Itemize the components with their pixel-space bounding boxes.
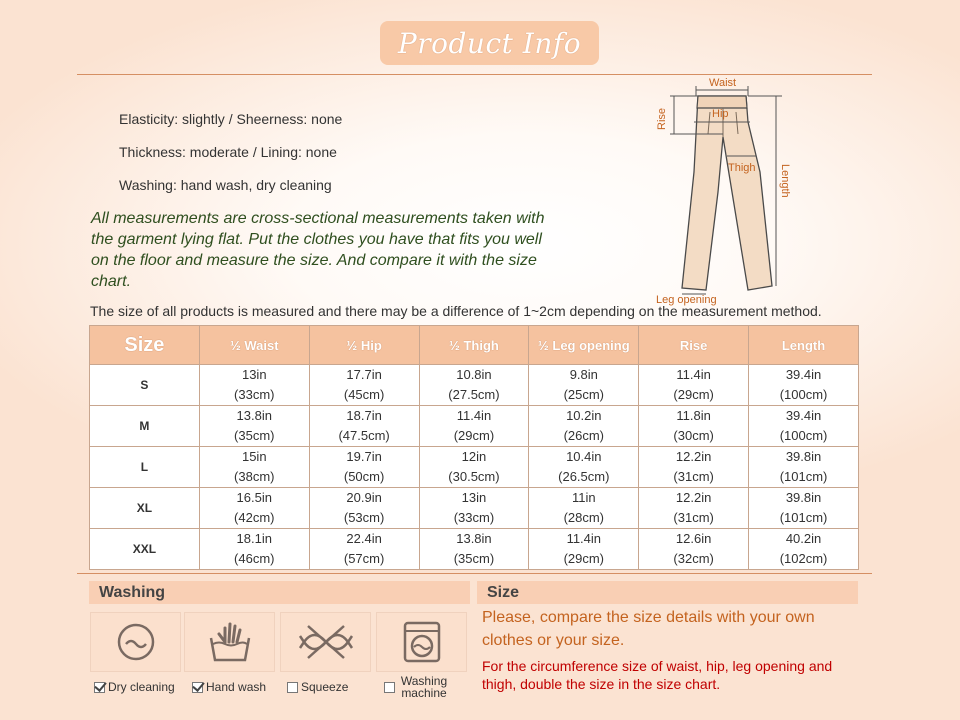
- value-cell: 12in (30.5cm): [419, 447, 529, 488]
- size-compare-text: Please, compare the size details with your own clothes or your size.: [482, 609, 815, 649]
- value-cell: 15in (38cm): [199, 447, 309, 488]
- pants-diagram: [650, 72, 810, 308]
- washing-machine-icon: [376, 612, 467, 672]
- washing-machine-label: Washing machine: [400, 674, 448, 700]
- value-cell: 16.5in (42cm): [199, 488, 309, 529]
- dry-cleaning-label: Dry cleaning: [108, 680, 175, 694]
- pants-outline: [682, 96, 772, 290]
- header-hip: ½ Hip: [309, 326, 419, 365]
- value-cell: 11in (28cm): [529, 488, 639, 529]
- spec-thickness: Thickness: moderate / Lining: none: [119, 144, 337, 160]
- value-cell: 13.8in (35cm): [419, 529, 529, 570]
- measurement-note: The size of all products is measured and there may be a difference of 1~2cm depending on the measurement method.: [90, 303, 822, 319]
- value-cell: 11.4in (29cm): [529, 529, 639, 570]
- value-cell: 18.1in (46cm): [199, 529, 309, 570]
- measurement-intro: All measurements are cross-sectional measurements taken with the garment lying flat. Put the clothes you have that fits you well on the floor and measure the size. And compare it with the size chart.: [91, 210, 545, 290]
- size-heading: Size: [477, 581, 858, 604]
- header-rise: Rise: [639, 326, 749, 365]
- waistband: [697, 96, 747, 108]
- thigh-label: Thigh: [728, 162, 756, 174]
- value-cell: 11.8in (30cm): [639, 406, 749, 447]
- table-row: [90, 447, 859, 488]
- value-cell: 39.4in (100cm): [749, 406, 859, 447]
- value-cell: 40.2in (102cm): [749, 529, 859, 570]
- table-row: [90, 365, 859, 406]
- size-cell: XXL: [90, 529, 200, 570]
- header-leg-opening: ½ Leg opening: [529, 326, 639, 365]
- value-cell: 39.8in (101cm): [749, 488, 859, 529]
- spec-elasticity: Elasticity: slightly / Sheerness: none: [119, 111, 343, 127]
- value-cell: 10.8in (27.5cm): [419, 365, 529, 406]
- value-cell: 11.4in (29cm): [639, 365, 749, 406]
- size-cell: L: [90, 447, 200, 488]
- header-waist: ½ Waist: [199, 326, 309, 365]
- no-wring-icon: [280, 612, 371, 672]
- value-cell: 10.4in (26.5cm): [529, 447, 639, 488]
- size-cell: M: [90, 406, 200, 447]
- value-cell: 19.7in (50cm): [309, 447, 419, 488]
- value-cell: 39.8in (101cm): [749, 447, 859, 488]
- value-cell: 18.7in (47.5cm): [309, 406, 419, 447]
- squeeze-checkbox[interactable]: [287, 682, 298, 693]
- size-circumference-text: For the circumference size of waist, hip, leg opening and thigh, double the size in the size chart.: [482, 658, 833, 692]
- hip-label: Hip: [712, 108, 729, 120]
- table-row: [90, 529, 859, 570]
- washing-machine-checkbox[interactable]: [384, 682, 395, 693]
- value-cell: 12.2in (31cm): [639, 447, 749, 488]
- bottom-divider: [77, 573, 872, 574]
- value-cell: 39.4in (100cm): [749, 365, 859, 406]
- hand-wash-icon: [184, 612, 275, 672]
- waist-label: Waist: [709, 77, 737, 89]
- care-option-dry-cleaning[interactable]: [94, 673, 175, 701]
- value-cell: 22.4in (57cm): [309, 529, 419, 570]
- hand-wash-checkbox[interactable]: [192, 682, 203, 693]
- size-cell: XL: [90, 488, 200, 529]
- value-cell: 17.7in (45cm): [309, 365, 419, 406]
- care-option-washing-machine[interactable]: [384, 673, 450, 701]
- pants-drawing: [650, 72, 810, 308]
- dry-cleaning-checkbox[interactable]: [94, 682, 105, 693]
- header-thigh: ½ Thigh: [419, 326, 529, 365]
- page-title: Product Info: [397, 26, 582, 60]
- hand-wash-label: Hand wash: [206, 680, 267, 694]
- washing-heading: Washing: [89, 581, 470, 604]
- dry-cleaning-icon: [90, 612, 181, 672]
- care-option-squeeze[interactable]: [287, 673, 348, 701]
- table-row: [90, 488, 859, 529]
- value-cell: 13.8in (35cm): [199, 406, 309, 447]
- title-banner: [380, 21, 599, 65]
- length-label: Length: [779, 164, 791, 198]
- value-cell: 10.2in (26cm): [529, 406, 639, 447]
- leg-opening-label: Leg opening: [656, 294, 717, 306]
- value-cell: 20.9in (53cm): [309, 488, 419, 529]
- size-table: [89, 325, 859, 570]
- squeeze-label: Squeeze: [301, 680, 349, 694]
- value-cell: 9.8in (25cm): [529, 365, 639, 406]
- table-row: [90, 406, 859, 447]
- value-cell: 13in (33cm): [419, 488, 529, 529]
- header-size: Size: [90, 326, 200, 365]
- size-cell: S: [90, 365, 200, 406]
- value-cell: 12.6in (32cm): [639, 529, 749, 570]
- rise-label: Rise: [656, 107, 668, 130]
- care-option-hand-wash[interactable]: [192, 673, 266, 701]
- value-cell: 12.2in (31cm): [639, 488, 749, 529]
- table-header-row: [90, 326, 859, 365]
- value-cell: 13in (33cm): [199, 365, 309, 406]
- spec-washing: Washing: hand wash, dry cleaning: [119, 177, 332, 193]
- header-length: Length: [749, 326, 859, 365]
- value-cell: 11.4in (29cm): [419, 406, 529, 447]
